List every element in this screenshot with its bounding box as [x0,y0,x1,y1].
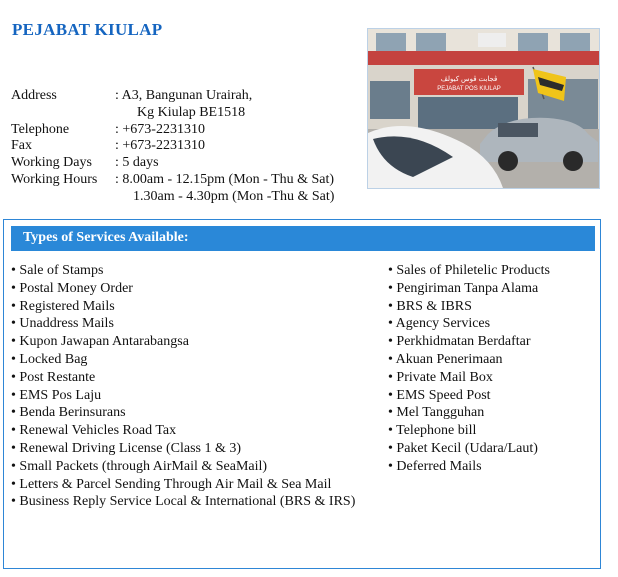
services-right-list [388,262,550,476]
list-item: • Telephone bill [388,423,477,439]
list-item: • Sale of Stamps [11,263,104,278]
fax-label: Fax [11,138,32,154]
working-hours-value2: 1.30am - 4.30pm (Mon -Thu & Sat) [133,188,335,204]
list-item: • Renewal Vehicles Road Tax [11,423,177,439]
address-line2: Kg Kiulap BE1518 [137,104,246,120]
telephone-value: : +673-2231310 [115,121,205,137]
svg-text:ڤجابت ڤوس كيولڤ: ڤجابت ڤوس كيولڤ [440,76,498,83]
fax-value: : +673-2231310 [115,138,205,154]
working-days-row [11,155,334,172]
page-title: PEJABAT KIULAP [12,20,163,39]
list-item: • Business Reply Service Local & International (BRS & IRS) [11,494,356,510]
address-label: Address [11,88,57,103]
address-line1: : A3, Bangunan Urairah, [115,88,253,103]
post-office-photo-illustration [368,29,599,188]
list-item: • Mel Tangguhan [388,405,485,421]
working-days-label: Working Days [11,155,92,171]
list-item: • Perkhidmatan Berdaftar [388,334,531,350]
list-item: • Benda Berinsurans [11,405,126,421]
working-hours-value1: : 8.00am - 12.15pm (Mon - Thu & Sat) [115,171,335,187]
list-item: • Letters & Parcel Sending Through Air Mail & Sea Mail [11,476,332,492]
post-office-photo [367,28,600,189]
services-header-bar [11,226,595,251]
list-item: • Sales of Philetelic Products [388,263,550,278]
fax-row [11,138,334,155]
list-item: • Pengiriman Tanpa Alama [388,280,539,296]
address-row [11,88,334,105]
list-item: • Renewal Driving License (Class 1 & 3) [11,440,242,456]
list-item: • Deferred Mails [388,458,482,474]
working-hours-row [11,172,334,189]
list-item: • Akuan Penerimaan [388,351,503,367]
working-days-value: : 5 days [115,155,159,171]
list-item: • Small Packets (through AirMail & SeaMail) [11,458,268,474]
services-left-list [11,262,355,511]
list-item: • BRS & IBRS [388,298,472,314]
list-item: • Post Restante [11,369,96,385]
list-item: • Private Mail Box [388,369,493,385]
list-item: • Kupon Jawapan Antarabangsa [11,334,189,350]
services-panel [3,219,601,569]
list-item: • EMS Speed Post [388,387,491,403]
photo-sign-text: PEJABAT POS KIULAP [437,86,501,92]
telephone-label: Telephone [11,121,70,137]
list-item: • Postal Money Order [11,280,133,296]
list-item: • Registered Mails [11,298,115,314]
working-hours-label: Working Hours [11,171,98,187]
list-item: • Paket Kecil (Udara/Laut) [388,440,538,456]
list-item: • Unaddress Mails [11,316,114,332]
list-item: • EMS Pos Laju [11,387,102,403]
services-heading: Types of Services Available: [23,230,189,245]
contact-details [11,88,334,206]
list-item: • Agency Services [388,316,491,332]
telephone-row [11,122,334,139]
list-item: • Locked Bag [11,351,88,367]
